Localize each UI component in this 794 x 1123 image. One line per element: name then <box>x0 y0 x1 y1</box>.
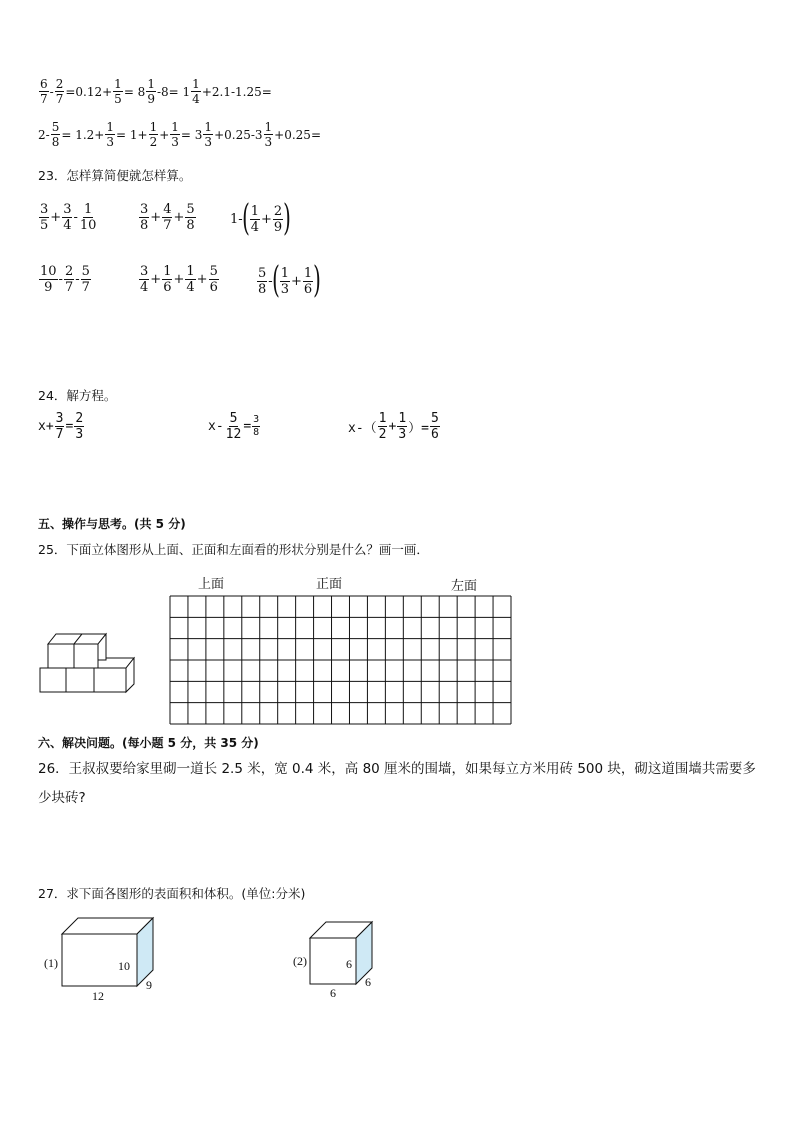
question-24-title: 24．解方程。 <box>38 388 117 403</box>
view-label-top: 上面 <box>198 577 225 592</box>
q23-expression-2: $\frac{3}{8}$ + $\frac{4}{7}$ + $\frac{5}{8}$ <box>140 202 195 233</box>
q24-equation-1: x+ $\frac{3}{7}$ = $\frac{2}{3}$ <box>38 411 84 442</box>
fraction: $\frac{1}{9}$ <box>147 77 155 106</box>
cuboid-figure-1 <box>60 916 155 988</box>
view-label-front: 正面 <box>316 577 343 592</box>
figure-2-width: 6 <box>365 975 371 989</box>
q23-expression-3: 1- ( $\frac{1}{4}$ + $\frac{2}{9}$ ) <box>230 198 292 239</box>
question-26-text: 26．王叔叔要给家里砌一道长 2.5 米，宽 0.4 米，高 80 厘米的围墙，如果每立方米用砖 500 块，砌这道围墙共需要多少块砖? <box>38 761 756 806</box>
q23-expression-5: $\frac{3}{4}$ + $\frac{1}{6}$ + $\frac{1}{4}$ + $\frac{5}{6}$ <box>140 264 218 295</box>
fraction: $\frac{1}{4}$ <box>192 77 200 106</box>
view-label-left: 左面 <box>451 579 478 594</box>
figure-1-width: 9 <box>146 978 152 992</box>
question-25-title: 25．下面立体图形从上面、正面和左面看的形状分别是什么？画一画． <box>38 542 429 557</box>
calc-row-1: $\frac{6}{7}$ - $\frac{2}{7}$ =0.12+ $\frac{1}{5}$ = 8 $\frac{1}{9}$ -8= 1 $\frac{1}{4}$ +2.1-1.25= <box>40 77 272 106</box>
fraction: $\frac{1}{3}$ <box>264 120 273 149</box>
q24-equation-3: x-（ $\frac{1}{2}$ + $\frac{1}{3}$ ）= $\frac{5}{6}$ <box>348 411 439 442</box>
fraction: $\frac{1}{2}$ <box>149 120 158 149</box>
cube-stack-figure <box>36 630 136 706</box>
figure-1-label: (1) <box>44 956 58 970</box>
fraction: $\frac{1}{3}$ <box>171 120 179 149</box>
figure-2-length: 6 <box>330 986 336 1000</box>
fraction: $\frac{1}{3}$ <box>106 120 114 149</box>
drawing-grid[interactable] <box>169 595 512 725</box>
q24-equation-2: x- $\frac{5}{12}$ = $\frac{3}{8}$ <box>208 411 260 442</box>
fraction: $\frac{2}{7}$ <box>55 77 64 106</box>
fraction: $\frac{5}{8}$ <box>51 120 60 149</box>
figure-1-length: 12 <box>92 989 104 1003</box>
q23-expression-1: $\frac{3}{5}$ + $\frac{3}{4}$ - $\frac{1}{10}$ <box>40 202 97 233</box>
q23-expression-4: $\frac{10}{9}$ - $\frac{2}{7}$ - $\frac{5}{7}$ <box>40 264 90 295</box>
figure-1-height: 10 <box>118 959 130 973</box>
figure-2-label: (2) <box>293 954 307 968</box>
q23-expression-6: $\frac{5}{8}$ - ( $\frac{1}{3}$ + $\frac{1}{6}$ ) <box>258 260 322 301</box>
figure-2-height: 6 <box>346 957 352 971</box>
question-23-title: 23．怎样算简便就怎样算。 <box>38 168 192 183</box>
fraction: $\frac{1}{3}$ <box>204 120 213 149</box>
fraction: $\frac{6}{7}$ <box>40 77 48 106</box>
calc-row-2: 2- $\frac{5}{8}$ = 1.2+ $\frac{1}{3}$ = 1+ $\frac{1}{2}$ + $\frac{1}{3}$ = 3 $\frac{1}{3}$ +0.25-3 $\frac{1}{3}$ +0.25= <box>38 120 321 149</box>
section-6-heading: 六、解决问题。(每小题 5 分，共 35 分) <box>38 736 259 750</box>
question-27-title: 27．求下面各图形的表面积和体积。(单位:分米) <box>38 886 306 901</box>
section-5-heading: 五、操作与思考。(共 5 分) <box>38 517 186 531</box>
fraction: $\frac{1}{5}$ <box>114 77 122 106</box>
